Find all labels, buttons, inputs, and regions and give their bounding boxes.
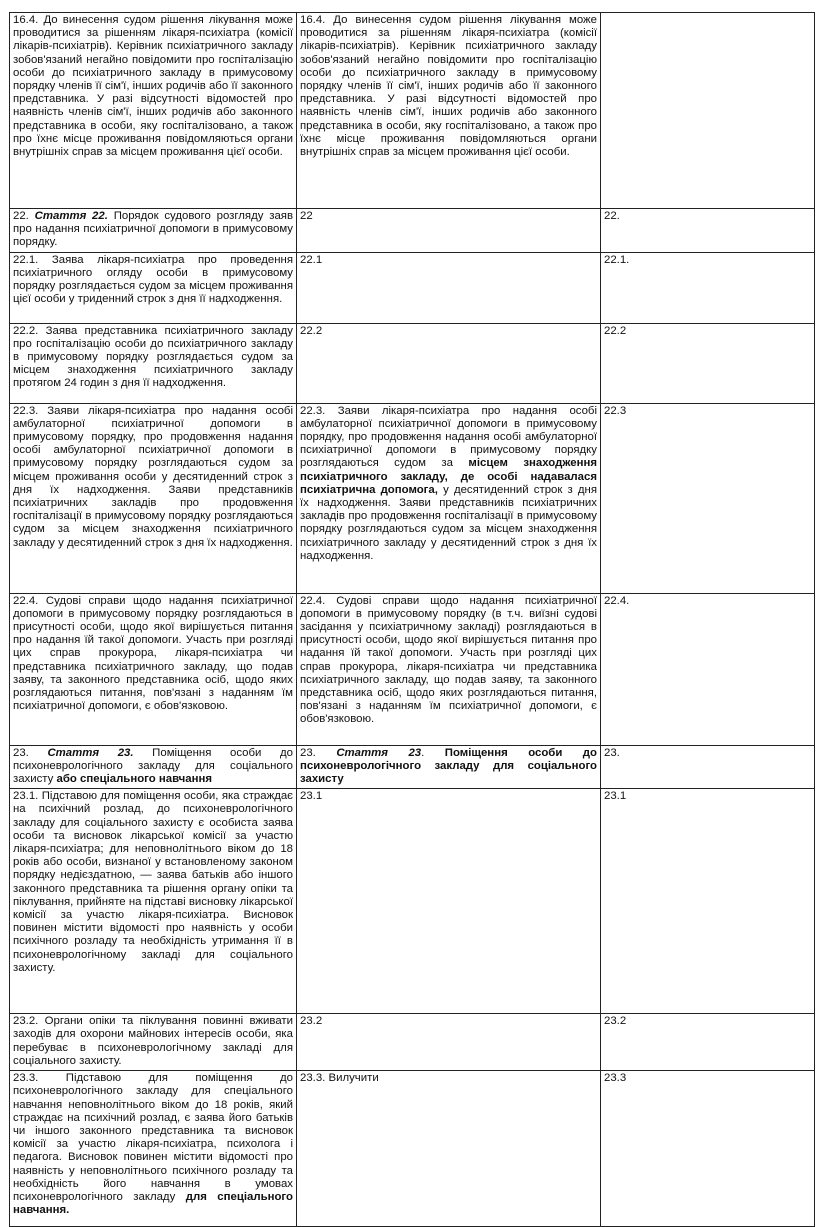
- cell-text: 22.3. Заяви лікаря-психіатра про надання особі амбулаторної психіатричної допомоги в примусовому порядку, про продовження надання особі амбулаторної психіатричної допомоги в примусовому порядку розглядаються судом за місцем проживання особи у десятиденний строк з дня їх надходження. Заяви представників психіатричних закладів про продовження госпіталізації в примусовому порядку розглядаються судом за місцем знаходження психіатричного закладу у десятиденний строк з дня їх надходження.: [13, 404, 293, 549]
- cell-text: 22.2. Заява представника психіатричного закладу про госпіталізацію особи до психіатричного закладу в примусовому порядку розглядається судом за місцем знаходження психіатричного закладу протягом 24 годин з дня її надходження.: [13, 324, 293, 390]
- cell-text: 23.3: [604, 1072, 627, 1085]
- current-text-cell: [10, 403, 297, 593]
- current-text-cell: [10, 745, 297, 789]
- proposed-text-cell: [297, 209, 601, 253]
- cell-text: або спеціального навчання: [56, 773, 213, 786]
- current-text-cell: [10, 323, 297, 403]
- cell-text: для спеціального навчання.: [13, 1191, 293, 1217]
- cell-text: .: [421, 746, 445, 759]
- note-cell: [601, 323, 815, 403]
- document-page: [9, 12, 815, 1227]
- cell-text: Стаття 22.: [34, 210, 108, 222]
- cell-text: 22: [300, 210, 313, 222]
- proposed-text-cell: [297, 252, 601, 323]
- cell-text: Порядок судового розгляду заяв про надання психіатричної допомоги в примусовому порядку.: [13, 210, 293, 249]
- cell-text: 23.2: [300, 1015, 323, 1028]
- table-row: [10, 252, 815, 323]
- cell-text: 22.1. Заява лікаря-психіатра про проведення психіатричного огляду особи в примусовому порядку розглядається судом за місцем проживання цієї особи у триденний строк з дня її надходження.: [13, 253, 293, 306]
- note-cell: [601, 252, 815, 323]
- proposed-text-cell: [297, 1071, 601, 1227]
- cell-text: 22.3: [604, 404, 627, 417]
- cell-text: 22.3. Заяви лікаря-психіатра про надання особі амбулаторної психіатричної допомоги в примусовому порядку, про продовження надання особі амбулаторної психіатричної допомоги в примусовому порядку розглядаються судом за: [300, 404, 597, 470]
- proposed-text-cell: [297, 323, 601, 403]
- table-row: [10, 403, 815, 593]
- table-row: [10, 13, 815, 209]
- cell-text: у десятиденний строк з дня їх надходження. Заяви представників психіатричних закладів про продовження госпіталізації в примусовому порядку розглядаються судом за місцем знаходження психіатричного закладу у десятиденний строк з дня їх надходження.: [300, 483, 598, 562]
- current-text-cell: [10, 209, 297, 253]
- current-text-cell: [10, 1071, 297, 1227]
- cell-text: 22.2: [604, 324, 627, 337]
- proposed-text-cell: [297, 593, 601, 745]
- note-cell: [601, 403, 815, 593]
- cell-text: 22.1: [300, 253, 323, 266]
- cell-text: Стаття 23.: [47, 746, 134, 759]
- proposed-text-cell: [297, 745, 601, 789]
- cell-text: 22.1.: [604, 253, 630, 266]
- note-cell: [601, 209, 815, 253]
- cell-text: 23.: [13, 746, 48, 759]
- cell-text: 22.4. Судові справи щодо надання психіатричної допомоги в примусовому порядку розглядаються в присутності особи, щодо якої вирішується питання про надання їй такої допомоги. Участь при розгляді цих справ прокурора, лікаря-психіатра чи представника психіатричного закладу, що подав заяву, та законного представника осіб, щодо яких розглядаються питання, пов'язані з наданням їм психіатричної допомоги, є обов'язковою.: [13, 594, 293, 713]
- proposed-text-cell: [297, 1014, 601, 1071]
- cell-text: 23.: [300, 746, 337, 759]
- cell-text: 23.: [604, 746, 620, 759]
- note-cell: [601, 13, 815, 209]
- cell-text: 22.: [13, 210, 35, 222]
- cell-text: 22.2: [300, 324, 323, 337]
- proposed-text-cell: [297, 13, 601, 209]
- cell-text: 22.4.: [604, 594, 630, 607]
- cell-text: Стаття 23: [336, 746, 422, 759]
- cell-text: 23.2: [604, 1015, 627, 1028]
- note-cell: [601, 1071, 815, 1227]
- cell-text: місцем знаходження психіатричного закладу, де особі надавалася психіатрична допомога,: [300, 457, 597, 496]
- cell-text: 23.3. Підставою для поміщення до психоневрологічного закладу для спеціального навчання неповнолітнього віком до 18 років, який страждає на психічний розлад, є заява його батьків чи іншого законного представника та висновок комісії за участю лікаря-психіатра, психолога і педагога. Висновок повинен містити відомості про наявність у неповнолітнього психічного розладу та необхідність його навчання в умовах психоневрологічного закладу: [13, 1072, 293, 1204]
- table-row: [10, 209, 815, 253]
- cell-text: 16.4. До винесення судом рішення лікування може проводитися за рішенням лікаря-психіатра (комісії лікарів-психіатрів). Керівник психіатричного закладу зобов'язаний негайно повідомити про госпіталізацію особи до психіатричного закладу в примусовому порядку членів її сім'ї, інших родичів або її законного представника. У разі відсутності відомостей про наявність членів сім'ї, інших родичів або законного представника в особи, яку госпіталізовано, а також про їхнє місце проживання повідомляються органи внутрішніх справ за місцем проживання цієї особи.: [13, 14, 293, 159]
- cell-text: Поміщення особи до психоневрологічного закладу для соціального захисту: [13, 746, 293, 786]
- comparison-table-body: [10, 13, 815, 1227]
- table-row: [10, 593, 815, 745]
- cell-text: 23.3. Вилучити: [300, 1072, 379, 1085]
- table-row: [10, 1071, 815, 1227]
- current-text-cell: [10, 1014, 297, 1071]
- note-cell: [601, 1014, 815, 1071]
- current-text-cell: [10, 13, 297, 209]
- current-text-cell: [10, 789, 297, 1014]
- proposed-text-cell: [297, 789, 601, 1014]
- cell-text: 23.1: [300, 790, 323, 803]
- table-row: [10, 789, 815, 1014]
- cell-text: Поміщення особи до психоневрологічного закладу для соціального захисту: [300, 746, 597, 786]
- note-cell: [601, 593, 815, 745]
- proposed-text-cell: [297, 403, 601, 593]
- current-text-cell: [10, 252, 297, 323]
- cell-text: 22.: [604, 210, 620, 222]
- cell-text: 23.2. Органи опіки та піклування повинні вживати заходів для охорони майнових інтересів особи, яка перебуває в психоневрологічному закладі для соціального захисту.: [13, 1015, 293, 1067]
- table-row: [10, 745, 815, 789]
- table-row: [10, 323, 815, 403]
- cell-text: 16.4. До винесення судом рішення лікування може проводитися за рішенням лікаря-психіатра (комісії лікарів-психіатрів). Керівник психіатричного закладу зобов'язаний негайно повідомити про госпіталізацію особи до психіатричного закладу в примусовому порядку членів її сім'ї, інших родичів або її законного представника. У разі відсутності відомостей про наявність членів сім'ї, інших родичів або законного представника в особи, яку госпіталізовано, а також про їхнє місце проживання повідомляються органи внутрішніх справ за місцем проживання цієї особи.: [300, 14, 597, 159]
- table-row: [10, 1014, 815, 1071]
- comparison-table: [9, 12, 815, 1227]
- note-cell: [601, 745, 815, 789]
- note-cell: [601, 789, 815, 1014]
- current-text-cell: [10, 593, 297, 745]
- cell-text: 22.4. Судові справи щодо надання психіатричної допомоги в примусовому порядку (в т.ч. виїзні судові засідання у психіатричному закладі) розглядаються в присутності особи, щодо якої вирішується питання про надання їй такої допомоги. Участь при розгляді цих справ прокурора, лікаря-психіатра чи представника психіатричного закладу, що подав заяву, та законного представника осіб, щодо яких розглядаються питання, пов'язані з наданням їм психіатричної допомоги, є обов'язковою.: [300, 594, 597, 726]
- cell-text: 23.1. Підставою для поміщення особи, яка страждає на психічний розлад, до психоневрологічного закладу для соціального захисту є особиста заява особи та висновок лікарської комісії за участю лікаря-психіатра; для неповнолітнього віком до 18 років або особи, визнаної у встановленому законом порядку недієздатною, — заява батьків або іншого законного представника та рішення органу опіки та піклування, прийняте на підставі висновку лікарської комісії за участю лікаря-психіатра. Висновок повинен містити відомості про наявність у особи психічного розладу та необхідність утримання її в психоневрологічному закладі для соціального захисту.: [13, 790, 293, 974]
- cell-text: 23.1: [604, 790, 627, 803]
